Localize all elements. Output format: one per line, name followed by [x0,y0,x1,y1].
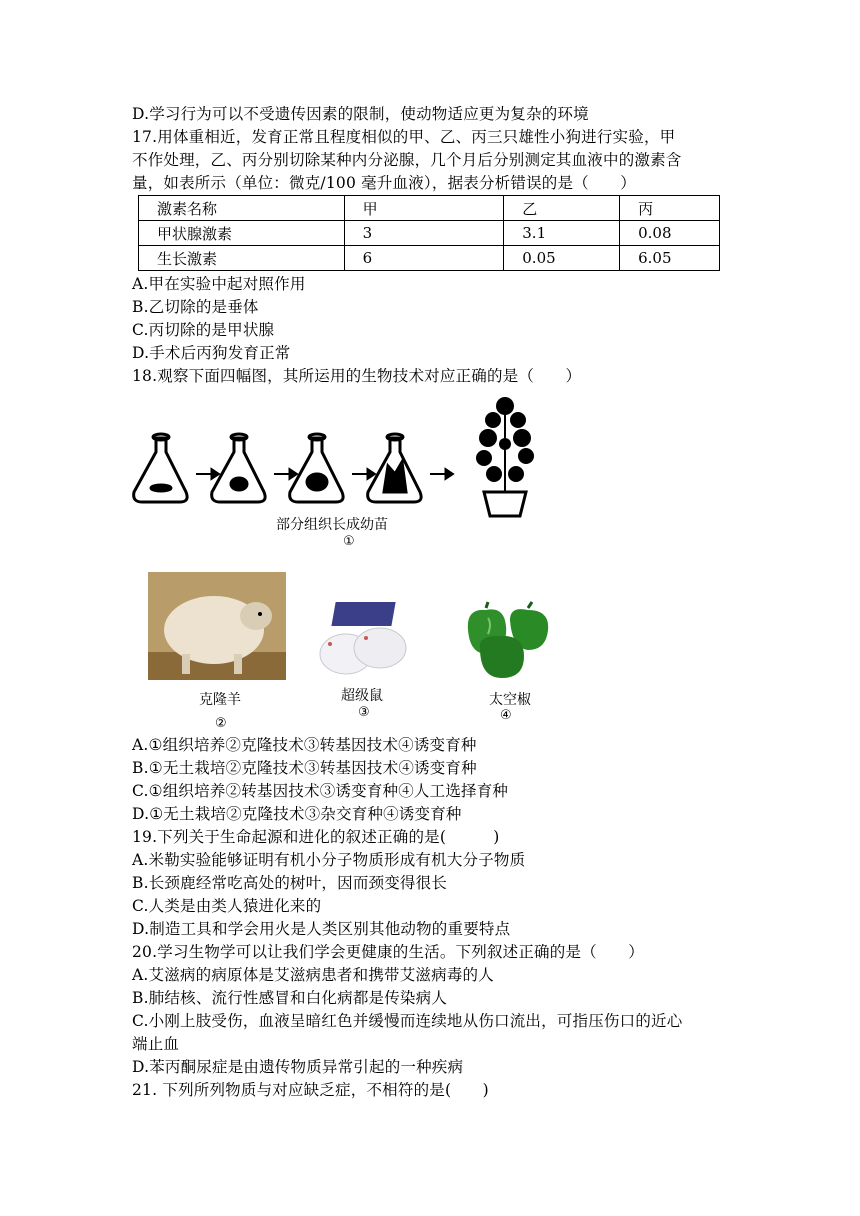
q20-option-c-cont: 端止血 [132,1035,180,1053]
figure1-caption: 部分组织长成幼苗 [276,517,388,533]
q21-stem: 21. 下列所列物质与对应缺乏症，不相符的是( ) [132,1081,489,1099]
flask-icon [368,434,421,502]
q18-option-a: A.①组织培养②克隆技术③转基因技术④诱变育种 [132,736,477,754]
table-cell: 0.08 [620,221,720,246]
table-header-row [139,196,720,221]
q18-option-d: D.①无土栽培②克隆技术③杂交育种④诱变育种 [132,805,462,823]
figure3-caption: 超级鼠 [341,688,383,704]
figure4-number: ④ [500,708,512,723]
q19-option-b: B.长颈鹿经常吃高处的树叶，因而颈变得很长 [132,874,448,892]
hormone-table [138,195,720,271]
q18-stem: 18.观察下面四幅图，其所运用的生物技术对应正确的是（ ） [132,367,582,385]
q17-option-d: D.手术后丙狗发育正常 [132,344,291,362]
table-cell: 6 [344,246,504,271]
table-header-cell: 乙 [504,196,620,221]
figure1-number: ① [343,534,355,549]
super-mouse-image [316,600,410,682]
table-cell: 生长激素 [139,246,345,271]
q17-option-a: A.甲在实验中起对照作用 [132,275,306,293]
table-row [139,221,720,246]
q20-option-c: C.小刚上肢受伤，血液呈暗红色并缓慢而连续地从伤口流出，可指压伤口的近心 [132,1012,683,1030]
q17-stem-line-3: 量，如表所示（单位：微克/100 毫升血液），据表分析错误的是（ ） [132,174,636,192]
q20-option-b: B.肺结核、流行性感冒和白化病都是传染病人 [132,989,448,1007]
table-header-cell: 激素名称 [139,196,345,221]
q17-stem-line-2: 不作处理，乙、丙分别切除某种内分泌腺，几个月后分别测定其血液中的激素含 [132,151,682,169]
figure2-caption: 克隆羊 [199,692,241,708]
flask-icon [290,434,343,502]
cloned-sheep-image [148,572,286,680]
q19-option-d: D.制造工具和学会用火是人类区别其他动物的重要特点 [132,920,511,938]
figure4-caption: 太空椒 [489,692,531,708]
table-cell: 甲状腺激素 [139,221,345,246]
flask-icon [212,434,265,502]
table-cell: 6.05 [620,246,720,271]
seedling-icon [476,397,534,516]
q17-option-b: B.乙切除的是垂体 [132,298,259,316]
table-cell: 3 [344,221,504,246]
q20-option-a: A.艾滋病的病原体是艾滋病患者和携带艾滋病毒的人 [132,966,494,984]
figure2-number: ② [215,716,227,731]
q18-option-b: B.①无土栽培②克隆技术③转基因技术④诱变育种 [132,759,477,777]
table-cell: 0.05 [504,246,620,271]
tissue-culture-figure [128,392,548,522]
table-row [139,246,720,271]
q17-option-c: C.丙切除的是甲状腺 [132,321,275,339]
q20-stem: 20.学习生物学可以让我们学会更健康的生活。下列叙述正确的是（ ） [132,943,644,961]
q19-stem: 19.下列关于生命起源和进化的叙述正确的是( ) [132,828,500,846]
table-header-cell: 丙 [620,196,720,221]
table-header-cell: 甲 [344,196,504,221]
flask-icon [134,434,187,502]
q19-option-c: C.人类是由类人猿进化来的 [132,897,322,915]
q20-option-d: D.苯丙酮尿症是由遗传物质异常引起的一种疾病 [132,1058,464,1076]
figure3-number: ③ [358,705,370,720]
table-cell: 3.1 [504,221,620,246]
q16-option-d: D.学习行为可以不受遗传因素的限制，使动物适应更为复杂的环境 [132,105,589,123]
space-pepper-image [458,600,554,682]
q17-stem-line-1: 17.用体重相近，发育正常且程度相似的甲、乙、丙三只雄性小狗进行实验，甲 [132,128,676,146]
q19-option-a: A.米勒实验能够证明有机小分子物质形成有机大分子物质 [132,851,526,869]
q18-option-c: C.①组织培养②转基因技术③诱变育种④人工选择育种 [132,782,509,800]
